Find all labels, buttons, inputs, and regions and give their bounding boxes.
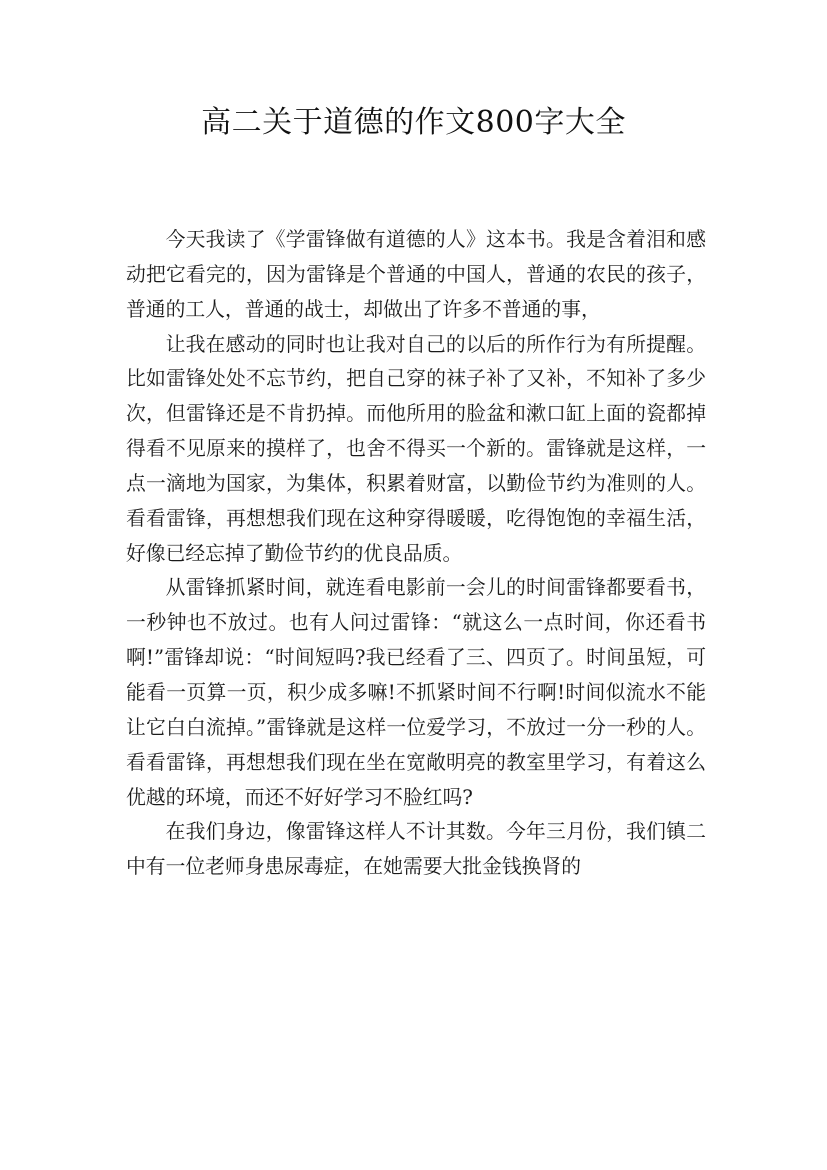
document-body <box>126 223 706 885</box>
paragraph: 在我们身边，像雷锋这样人不计其数。今年三月份，我们镇二中有一位老师身患尿毒症，在她需要大批金钱换肾的 <box>126 820 706 879</box>
paragraph: 让我在感动的同时也让我对自己的以后的所作行为有所提醒。比如雷锋处处不忘节约，把自己穿的袜子补了又补，不知补了多少次，但雷锋还是不肯扔掉。而他所用的脸盆和漱口缸上面的瓷都掉得看不见原来的摸样了，也舍不得买一个新的。雷锋就是这样，一点一滴地为国家，为集体，积累着财富，以勤俭节约为准则的人。看看雷锋，再想想我们现在这种穿得暖暖，吃得饱饱的幸福生活，好像已经忘掉了勤俭节约的优良品质。 <box>126 332 706 565</box>
paragraph: 从雷锋抓紧时间，就连看电影前一会儿的时间雷锋都要看书，一秒钟也不放过。也有人问过雷锋：“就这么一点时间，你还看书啊!”雷锋却说：“时间短吗?我已经看了三、四页了。时间虽短，可能看一页算一页，积少成多嘛!不抓紧时间不行啊!时间似流水不能让它白白流掉。”雷锋就是这样一位爱学习，不放过一分一秒的人。看看雷锋，再想想我们现在坐在宽敞明亮的教室里学习，有着这么优越的环境，而还不好好学习不脸红吗? <box>126 576 706 809</box>
paragraph: 今天我读了《学雷锋做有道德的人》这本书。我是含着泪和感动把它看完的，因为雷锋是个普通的中国人，普通的农民的孩子，普通的工人，普通的战士，却做出了许多不普通的事， <box>126 228 706 321</box>
document-title: 高二关于道德的作文800字大全 <box>201 105 626 140</box>
